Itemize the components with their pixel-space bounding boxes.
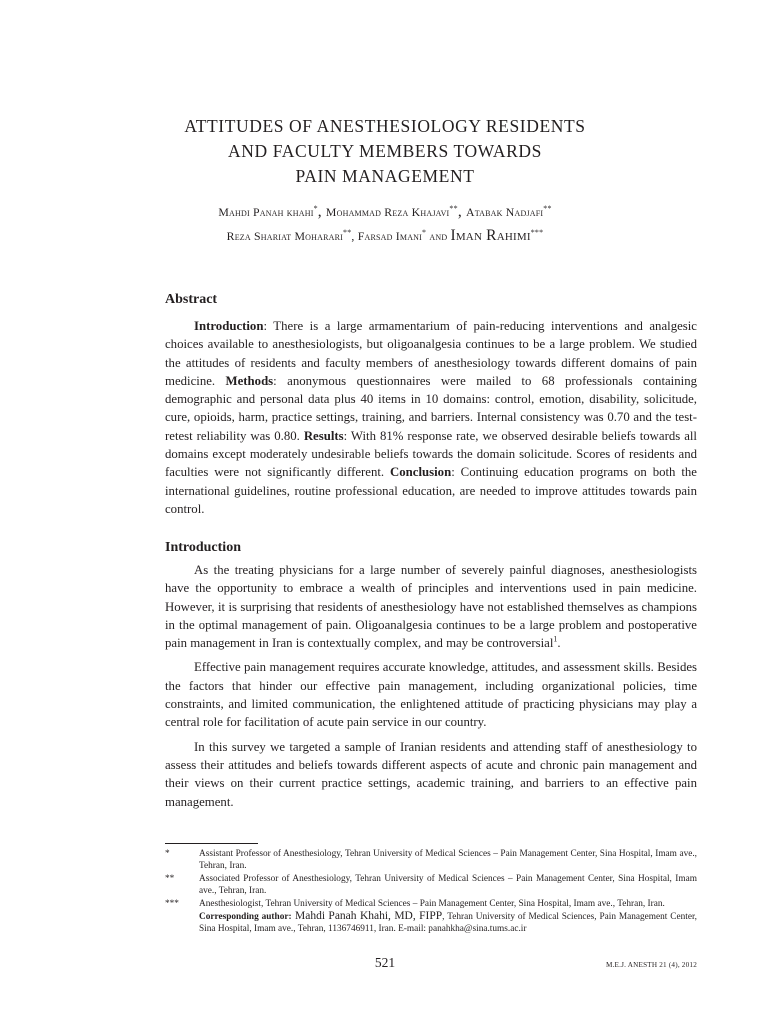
abstract-conclusion-label: Conclusion: [390, 465, 452, 480]
author-separator: ,: [351, 229, 358, 243]
introduction-section: [165, 539, 697, 811]
citation-ref: 1: [553, 634, 558, 644]
introduction-paragraph-1: [165, 561, 697, 652]
introduction-paragraph-2: Effective pain management requires accurate knowledge, attitudes, and assessment skills. Besides the factors that hinder our effective pain management, including organizational policies, time constraints, and limited communication, the enlightened attitude of practicing physicians may play a central role for facilitation of acute pain service in our country.: [165, 660, 697, 730]
author-line-2: [0, 224, 770, 248]
author-affiliation-mark: *: [422, 228, 427, 238]
author-name: Iman Rahimi: [450, 227, 531, 244]
footnotes: [165, 848, 697, 936]
title-line-2: AND FACULTY MEMBERS TOWARDS: [228, 141, 542, 161]
author-line-1: [0, 200, 770, 224]
abstract-methods-label: Methods: [225, 373, 274, 388]
author-name: Mahdi Panah khahi: [218, 205, 314, 219]
footnote-text: Associated Professor of Anesthesiology, Tehran University of Medical Sciences – Pain Management Center, Sina Hospital, Imam ave., Tehran, Iran.: [199, 873, 697, 897]
footnote-mark: *: [165, 849, 170, 859]
abstract-results-text: : With 81% response rate, we observed desirable beliefs towards all domains except moderately undesirable beliefs towards the domain solicitude. Scores of residents and faculties were not significantly different.: [165, 428, 697, 480]
author-name: Atabak Nadjafi: [465, 205, 544, 219]
page-number: 521: [374, 955, 396, 970]
abstract-methods-text: : anonymous questionnaires were mailed to 68 professionals containing demographic and personal data plus 40 items in 10 domains: control, emotion, disability, solicitude, cure, opioids, harm, practice settings, training, and barriers. Internal consistency was 0.70 and the test-retest reliability was 0.80.: [165, 373, 697, 443]
footnote-item: [165, 873, 697, 898]
footnote-item: [165, 898, 697, 910]
author-affiliation-mark: ***: [530, 228, 544, 238]
author-affiliation-mark: *: [313, 204, 318, 214]
author-list: [0, 200, 770, 248]
author-conjunction: and: [426, 229, 451, 243]
introduction-paragraph-1-text: As the treating physicians for a large number of severely painful diagnoses, anesthesiologists have the opportunity to embrace a wealth of principles and interventions used in pain medicine. However, it is surprising that residents of anesthesiology have not established themselves as champions in the optimal management of pain. Oligoanalgesia continues to be a large problem and postoperative pain management in Iran is contextually complex, and may be controversial: [165, 563, 697, 651]
author-affiliation-mark: **: [449, 204, 458, 214]
title-line-1: ATTITUDES OF ANESTHESIOLOGY RESIDENTS: [184, 116, 586, 136]
corresponding-author-name: Mahdi Panah Khahi, MD, FIPP: [291, 910, 443, 923]
author-name: Reza Shariat Moharari: [226, 229, 344, 243]
abstract-introduction-label: Introduction: [194, 319, 264, 333]
footnote-mark: ***: [165, 898, 179, 909]
journal-citation: M.E.J. ANESTH 21 (4), 2012: [605, 961, 697, 969]
introduction-heading: Introduction: [165, 540, 241, 555]
author-name: Mohammad Reza Khajavi: [325, 205, 450, 219]
abstract-conclusion-text: : Continuing education programs on both the international guidelines, routine professional education, are needed to improve attitudes towards pain control.: [165, 465, 697, 516]
corresponding-author: [165, 910, 697, 936]
author-separator: ,: [317, 203, 326, 220]
article-title: [0, 114, 770, 189]
abstract-section: [165, 291, 697, 518]
introduction-paragraph-1-end: .: [557, 636, 561, 651]
footnote-item: [165, 848, 697, 873]
abstract-paragraph: [165, 317, 697, 518]
author-name: Farsad Imani: [357, 229, 423, 243]
introduction-paragraph-3: In this survey we targeted a sample of Iranian residents and attending staff of anesthesiology to assess their attitudes and beliefs towards different aspects of acute and chronic pain management and their views on their current practice settings, academic training, and barriers to an effective pain management.: [165, 739, 697, 809]
footnote-text: Anesthesiologist, Tehran University of Medical Sciences – Pain Management Center, Sina Hospital, Imam ave., Tehran, Iran.: [199, 898, 665, 909]
author-affiliation-mark: **: [543, 204, 552, 214]
author-separator: ,: [457, 203, 466, 220]
abstract-introduction-text: : There is a large armamentarium of pain-reducing interventions and analgesic choices available to anesthesiologists, but oligoanalgesia continues to be a large problem. We studied the attitudes of residents and faculty members of anesthesiology towards different domains of pain medicine.: [165, 319, 697, 388]
title-line-3: PAIN MANAGEMENT: [295, 166, 475, 186]
abstract-heading: Abstract: [165, 292, 218, 307]
corresponding-author-label: Corresponding author:: [199, 912, 292, 923]
author-affiliation-mark: **: [343, 228, 352, 238]
footnote-mark: **: [165, 873, 175, 884]
corresponding-author-details: , Tehran University of Medical Sciences, Pain Management Center, Sina Hospital, Imam ave., Tehran, 1136746911, Iran. E-mail: panahkha@sina.tums.ac.ir: [199, 912, 697, 935]
footnote-divider: [165, 843, 258, 844]
footnote-text: Assistant Professor of Anesthesiology, Tehran University of Medical Sciences – Pain Management Center, Sina Hospital, Imam ave., Tehran, Iran.: [199, 849, 697, 872]
abstract-results-label: Results: [303, 428, 344, 443]
